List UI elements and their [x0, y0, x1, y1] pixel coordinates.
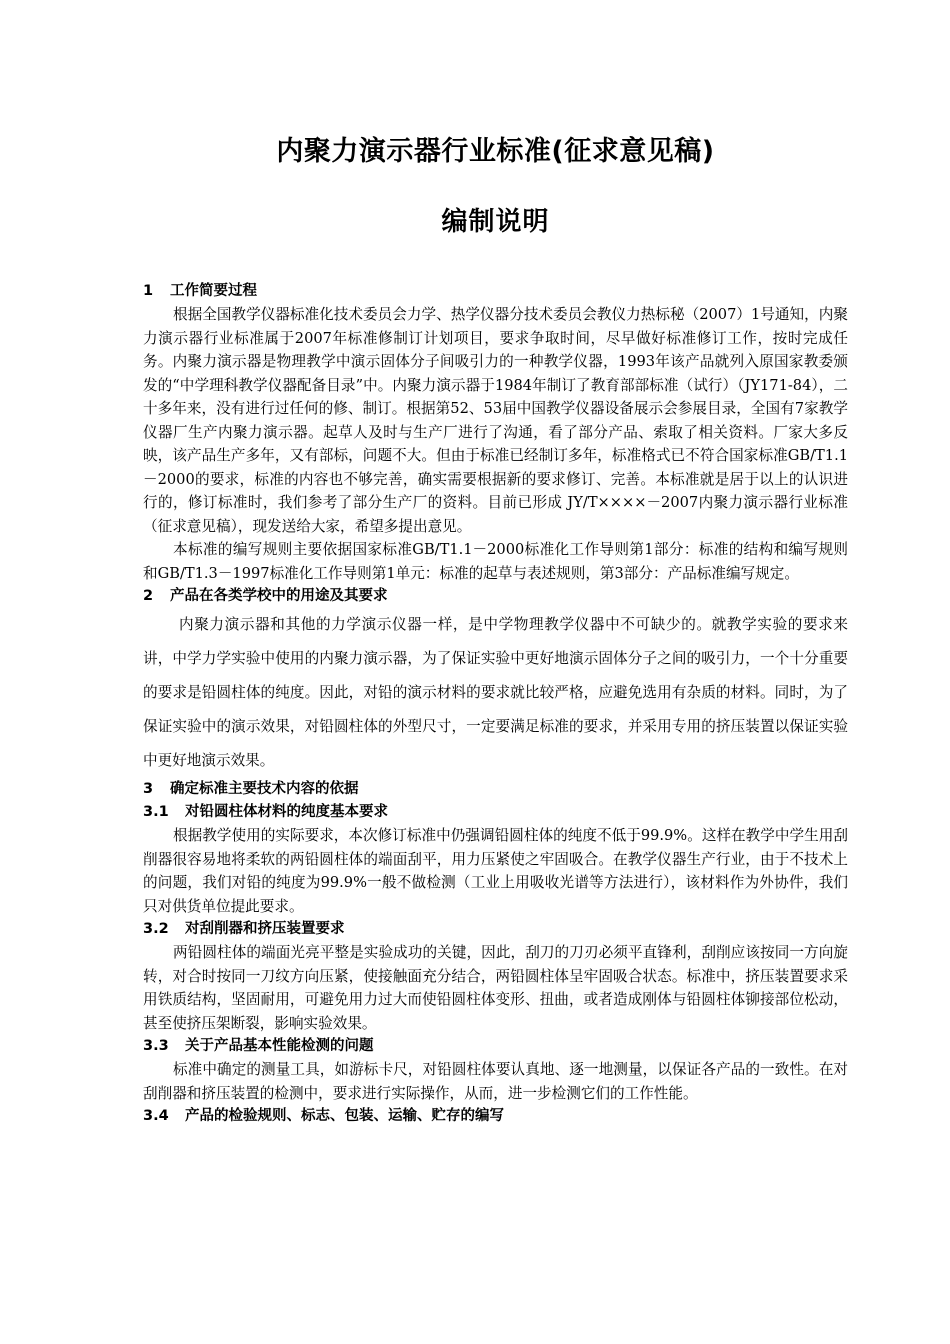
section-3-2-heading — [143, 918, 848, 941]
section-number: 3.1 — [143, 804, 169, 820]
section-3-3-heading — [143, 1035, 848, 1058]
section-title: 产品的检验规则、标志、包装、运输、贮存的编写 — [185, 1108, 504, 1124]
section-2-paragraph-1: 内聚力演示器和其他的力学演示仪器一样，是中学物理教学仪器中不可缺少的。就教学实验的要求来讲，中学力学实验中使用的内聚力演示器，为了保证实验中更好地演示固体分子之间的吸引力，一个十分重要的要求是铅圆柱体的纯度。因此，对铅的演示材料的要求就比较严格，应避免选用有杂质的材料。同时，为了保证实验中的演示效果，对铅圆柱体的外型尺寸，一定要满足标准的要求，并采用专用的挤压装置以保证实验中更好地演示效果。 — [143, 616, 848, 769]
section-3-heading — [143, 778, 848, 801]
section-title: 对铅圆柱体材料的纯度基本要求 — [185, 804, 388, 820]
section-number: 1 — [143, 283, 154, 299]
section-number: 3.3 — [143, 1038, 169, 1054]
section-2-heading — [143, 585, 848, 608]
document-title: 内聚力演示器行业标准(征求意见稿) — [276, 136, 715, 167]
section-1-paragraph-2: 本标准的编写规则主要依据国家标准GB/T1.1－2000标准化工作导则第1部分：标准的结构和编写规则和GB/T1.3－1997标准化工作导则第1单元：标准的起草与表述规则，第3部分：产品标准编写规定。 — [143, 541, 848, 582]
document-subtitle: 编制说明 — [441, 207, 550, 237]
section-number: 2 — [143, 588, 154, 604]
section-1-heading — [143, 280, 848, 303]
section-title: 对刮削器和挤压装置要求 — [185, 921, 345, 937]
section-3-3-paragraph-1: 标准中确定的测量工具，如游标卡尺，对铅圆柱体要认真地、逐一地测量，以保证各产品的一致性。在对刮削器和挤压装置的检测中，要求进行实际操作，从而，进一步检测它们的工作性能。 — [143, 1061, 848, 1102]
section-number: 3.4 — [143, 1108, 169, 1124]
section-title: 确定标准主要技术内容的依据 — [170, 781, 359, 797]
section-3-2-paragraph-1: 两铅圆柱体的端面光亮平整是实验成功的关键，因此，刮刀的刀刃必须平直锋利，刮削应该按同一方向旋转，对合时按同一刀纹方向压紧，使接触面充分结合，两铅圆柱体呈牢固吸合状态。标准中，挤压装置要求采用铁质结构，坚固耐用，可避免用力过大而使铅圆柱体变形、扭曲，或者造成刚体与铅圆柱体铆接部位松动，甚至使挤压架断裂，影响实验效果。 — [143, 944, 848, 1032]
section-title: 产品在各类学校中的用途及其要求 — [170, 588, 388, 604]
section-number: 3.2 — [143, 921, 169, 937]
section-1-paragraph-1: 根据全国教学仪器标准化技术委员会力学、热学仪器分技术委员会教仪力热标秘（2007）1号通知，内聚力演示器行业标准属于2007年标准修制订计划项目，要求争取时间，尽早做好标准修订工作，按时完成任务。内聚力演示器是物理教学中演示固体分子间吸引力的一种教学仪器，1993年该产品就列入原国家教委颁发的“中学理科教学仪器配备目录”中。内聚力演示器于1984年制订了教育部部标准（试行）（JY171-84），二十多年来，没有进行过任何的修、制订。根据第52、53届中国教学仪器设备展示会参展目录，全国有7家教学仪器厂生产内聚力演示器。起草人及时与生产厂进行了沟通，看了部分产品、索取了相关资料。厂家大多反映，该产品生产多年，又有部标，问题不大。但由于标准已经制订多年，标准格式已不符合国家标准GB/T1.1－2000的要求，标准的内容也不够完善，确实需要根据新的要求修订、完善。本标准就是居于以上的认识进行的，修订标准时，我们参考了部分生产厂的资料。目前已形成 JY/T××××－2007内聚力演示器行业标准（征求意见稿），现发送给大家，希望多提出意见。 — [143, 306, 848, 535]
section-number: 3 — [143, 781, 154, 797]
section-3-1-heading — [143, 801, 848, 824]
section-title: 关于产品基本性能检测的问题 — [185, 1038, 374, 1054]
section-3-1-paragraph-1: 根据教学使用的实际要求，本次修订标准中仍强调铅圆柱体的纯度不低于99.9%。这样在教学中学生用刮削器很容易地将柔软的两铅圆柱体的端面刮平，用力压紧使之牢固吸合。在教学仪器生产行业，由于不技术上的问题，我们对铅的纯度为99.9%一般不做检测（工业上用吸收光谱等方法进行），该材料作为外协件，我们只对供货单位提此要求。 — [143, 827, 848, 915]
document-page — [143, 128, 848, 1128]
section-3-4-heading — [143, 1105, 848, 1128]
section-title: 工作简要过程 — [170, 283, 257, 299]
